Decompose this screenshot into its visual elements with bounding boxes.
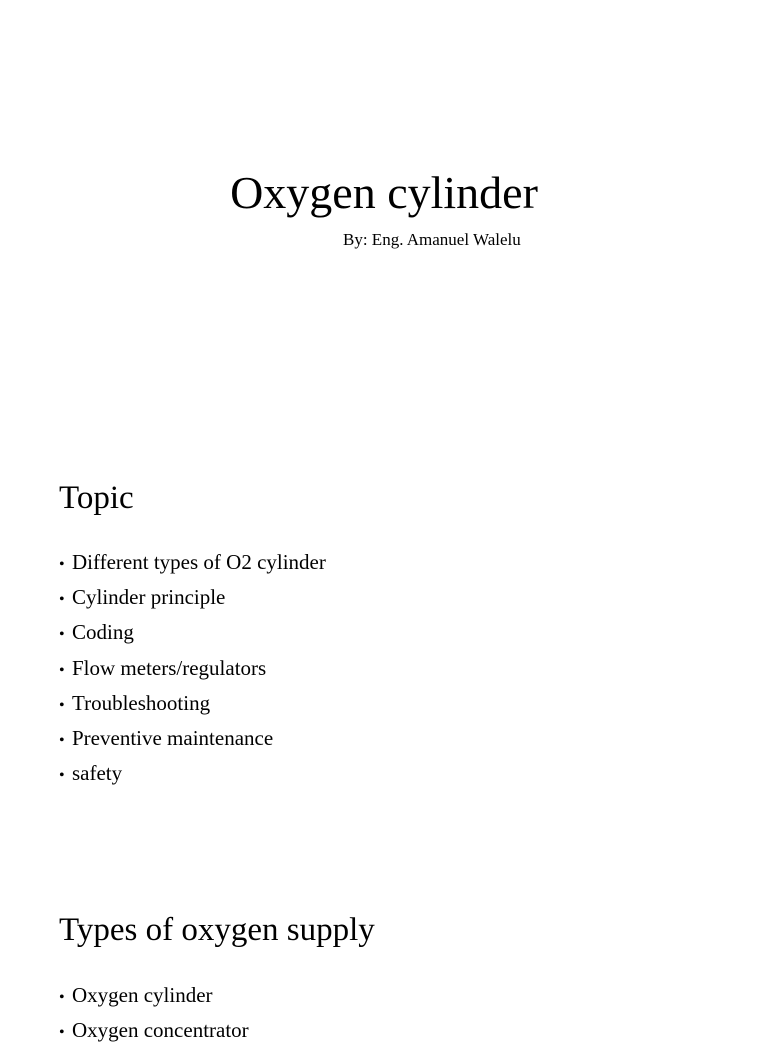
supply-heading: Types of oxygen supply bbox=[59, 912, 375, 948]
bullet-icon: • bbox=[59, 661, 65, 679]
supply-list bbox=[59, 979, 249, 1049]
bullet-icon: • bbox=[59, 1024, 65, 1042]
topic-list bbox=[59, 546, 326, 792]
list-item bbox=[59, 757, 326, 792]
bullet-icon: • bbox=[59, 696, 65, 714]
list-item bbox=[59, 546, 326, 581]
list-item bbox=[59, 979, 249, 1014]
list-item bbox=[59, 581, 326, 616]
bullet-icon: • bbox=[59, 556, 65, 573]
list-item-text: Troubleshooting bbox=[72, 690, 211, 715]
list-item bbox=[59, 722, 326, 757]
list-item-text: Coding bbox=[72, 620, 134, 645]
bullet-icon: • bbox=[59, 732, 65, 750]
topic-heading: Topic bbox=[59, 480, 134, 516]
list-item-text: Preventive maintenance bbox=[72, 726, 274, 751]
bullet-icon: • bbox=[59, 767, 65, 785]
list-item-text: Different types of O2 cylinder bbox=[72, 550, 326, 574]
list-item bbox=[59, 616, 326, 651]
list-item-text: Oxygen concentrator bbox=[72, 1018, 249, 1043]
author-byline: By: Eng. Amanuel Walelu bbox=[343, 230, 521, 249]
list-item bbox=[59, 687, 326, 722]
bullet-icon: • bbox=[59, 626, 65, 644]
list-item-text: Flow meters/regulators bbox=[72, 655, 267, 680]
page-title: Oxygen cylinder bbox=[230, 167, 538, 218]
list-item-text: Oxygen cylinder bbox=[72, 983, 213, 1007]
list-item bbox=[59, 652, 326, 687]
list-item-text: safety bbox=[72, 761, 123, 786]
list-item-text: Cylinder principle bbox=[72, 585, 226, 610]
list-item bbox=[59, 1014, 249, 1049]
bullet-icon: • bbox=[59, 591, 65, 609]
bullet-icon: • bbox=[59, 989, 65, 1006]
